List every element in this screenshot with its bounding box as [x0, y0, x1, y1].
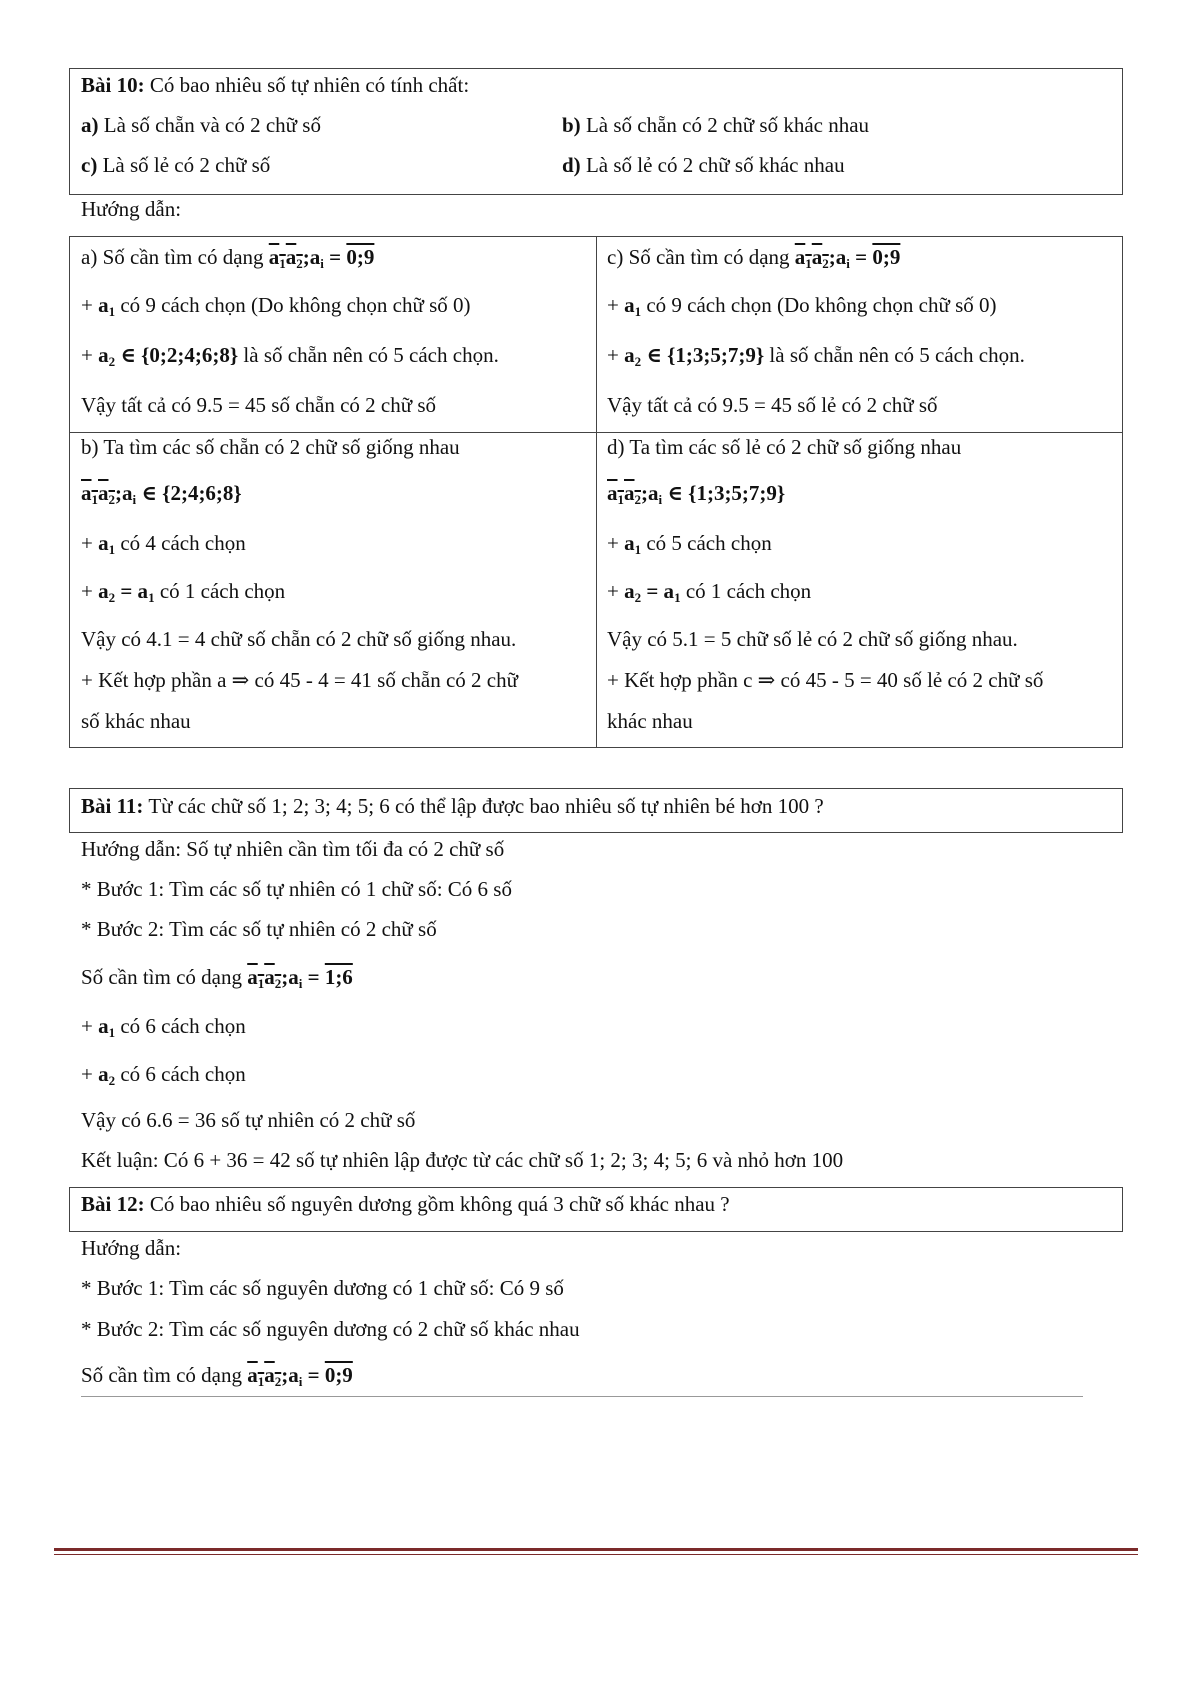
bai11-a1: + $a_1$ có 6 cách chọn — [81, 1014, 246, 1040]
sol-b-line3: + $a_1$ có 4 cách chọn — [81, 531, 246, 557]
bai12-guide: Hướng dẫn: — [81, 1236, 182, 1260]
table-column-divider — [596, 236, 597, 748]
bai11-result: Vậy có 6.6 = 36 số tự nhiên có 2 chữ số — [81, 1108, 416, 1132]
sol-c-line1: c) Số cần tìm có dạng $a_1a_2;a_i$ = 0;9 — [607, 245, 901, 271]
sol-a-line4: Vậy tất cả có 9.5 = 45 số chẵn có 2 chữ số — [81, 393, 437, 417]
sol-d-line2: $a_1a_2;a_i$ ∈ {1;3;5;7;9} — [607, 481, 786, 507]
bai12-bottom-rule — [81, 1396, 1083, 1397]
bai11-question: Bài 11: Từ các chữ số 1; 2; 3; 4; 5; 6 có thể lập được bao nhiêu số tự nhiên bé hơn 100 ? — [81, 794, 824, 818]
sol-b-line7: số khác nhau — [81, 709, 191, 733]
sol-c-line3: + $a_2$ ∈ {1;3;5;7;9} là số chẵn nên có 5 cách chọn. — [607, 343, 1025, 369]
sol-a-line1: a) Số cần tìm có dạng $a_1a_2;a_i$ = 0;9 — [81, 245, 375, 271]
sol-c-line2: + $a_1$ có 9 cách chọn (Do không chọn chữ số 0) — [607, 293, 997, 319]
sol-d-line6: + Kết hợp phần c ⇒ có 45 - 5 = 40 số lẻ có 2 chữ số — [607, 668, 1044, 692]
bai10-question-text: Có bao nhiêu số tự nhiên có tính chất: — [149, 73, 470, 97]
sol-b-line6: + Kết hợp phần a ⇒ có 45 - 4 = 41 số chẵn có 2 chữ — [81, 668, 519, 692]
sol-d-line3: + $a_1$ có 5 cách chọn — [607, 531, 772, 557]
bai11-form: Số cần tìm có dạng $a_1a_2;a_i$ = 1;6 — [81, 965, 353, 991]
sol-d-line5: Vậy có 5.1 = 5 chữ số lẻ có 2 chữ số giống nhau. — [607, 627, 1018, 651]
sol-b-line5: Vậy có 4.1 = 4 chữ số chẵn có 2 chữ số giống nhau. — [81, 627, 517, 651]
bai11-a2: + $a_2$ có 6 cách chọn — [81, 1062, 246, 1088]
sol-d-line1: d) Ta tìm các số lẻ có 2 chữ số giống nhau — [607, 435, 962, 459]
bai12-step2: * Bước 2: Tìm các số nguyên dương có 2 chữ số khác nhau — [81, 1317, 580, 1341]
bai12-question: Bài 12: Có bao nhiêu số nguyên dương gồm không quá 3 chữ số khác nhau ? — [81, 1192, 730, 1216]
sol-a-line2: + $a_1$ có 9 cách chọn (Do không chọn chữ số 0) — [81, 293, 471, 319]
bai11-guide: Hướng dẫn: Số tự nhiên cần tìm tối đa có 2 chữ số — [81, 837, 505, 861]
footer-rule-thick — [54, 1548, 1138, 1551]
sol-b-line1: b) Ta tìm các số chẵn có 2 chữ số giống nhau — [81, 435, 460, 459]
sol-b-line4: + $a_2 = a_1$ có 1 cách chọn — [81, 579, 286, 605]
bai10-option-b: b) Là số chẵn có 2 chữ số khác nhau — [562, 113, 870, 137]
bai10-title: Bài 10: — [81, 73, 145, 97]
bai11-step1: * Bước 1: Tìm các số tự nhiên có 1 chữ số: Có 6 số — [81, 877, 512, 901]
bai11-title: Bài 11: — [81, 794, 144, 818]
sol-a-line3: + $a_2$ ∈ {0;2;4;6;8} là số chẵn nên có 5 cách chọn. — [81, 343, 499, 369]
bai10-option-c: c) Là số lẻ có 2 chữ số — [81, 153, 271, 177]
bai10-option-a: a) Là số chẵn và có 2 chữ số — [81, 113, 321, 137]
sol-d-line4: + $a_2 = a_1$ có 1 cách chọn — [607, 579, 812, 605]
bai12-title: Bài 12: — [81, 1192, 145, 1216]
sol-b-line2: $a_1a_2;a_i$ ∈ {2;4;6;8} — [81, 481, 242, 507]
bai10-guide-label: Hướng dẫn: — [81, 197, 182, 221]
sol-d-line7: khác nhau — [607, 709, 693, 733]
bai12-form: Số cần tìm có dạng $a_1a_2;a_i$ = 0;9 — [81, 1363, 353, 1389]
footer-rule-thin — [54, 1554, 1138, 1555]
bai10-option-d: d) Là số lẻ có 2 chữ số khác nhau — [562, 153, 845, 177]
bai12-step1: * Bước 1: Tìm các số nguyên dương có 1 chữ số: Có 9 số — [81, 1276, 564, 1300]
bai11-conclusion: Kết luận: Có 6 + 36 = 42 số tự nhiên lập được từ các chữ số 1; 2; 3; 4; 5; 6 và nhỏ hơn 100 — [81, 1148, 844, 1172]
table-row-divider — [69, 432, 1123, 433]
bai10-question — [81, 72, 469, 98]
sol-c-line4: Vậy tất cả có 9.5 = 45 số lẻ có 2 chữ số — [607, 393, 938, 417]
bai11-step2: * Bước 2: Tìm các số tự nhiên có 2 chữ số — [81, 917, 437, 941]
